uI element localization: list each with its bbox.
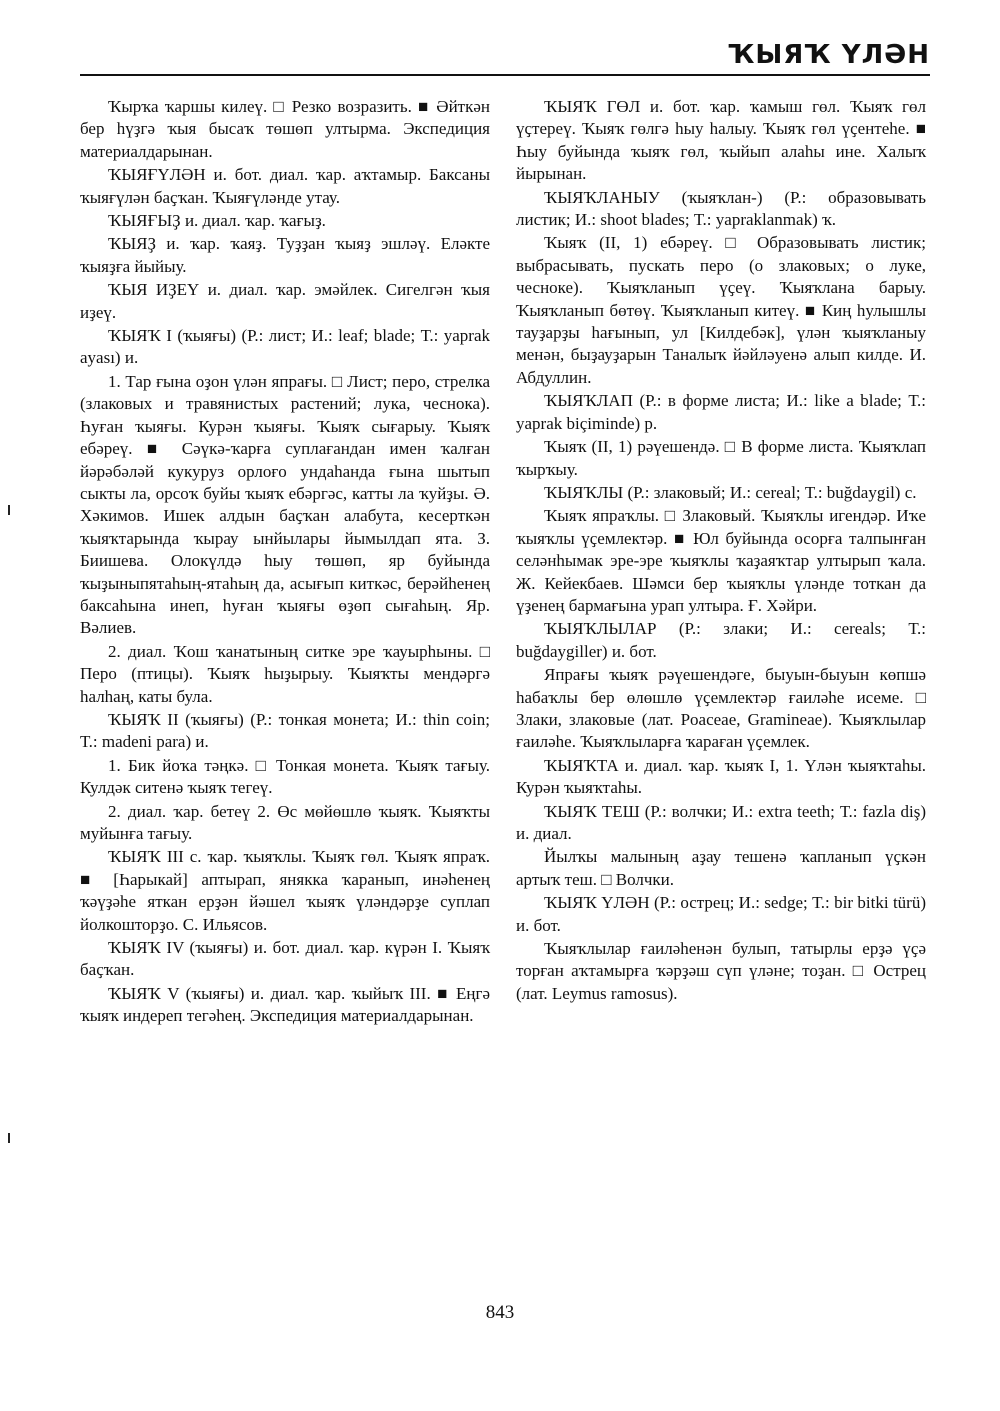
dictionary-entry: ҠЫЯҠ V (ҡыяғы) и. диал. ҡар. ҡыйыҡ III. ■ Еңгә ҡыяҡ индереп тегәһең. Экспедиция материалдарынан.: [80, 983, 490, 1026]
dictionary-entry: ҠЫЯҠ II (ҡыяғы) (Р.: тонкая монета; И.: thin coin; Т.: madeni para) и.: [80, 709, 490, 752]
dictionary-entry: ҠЫЯ ИҘЕҮ и. диал. ҡар. эмәйлек. Сигелгән ҡыя иҙеү.: [80, 280, 490, 322]
dictionary-entry: 1. Бик йоҡа тәңкә. □ Тонкая монета. Ҡыяҡ тағыу. Кулдәк ситенә ҡыяҡ тегеү.: [80, 755, 490, 798]
running-header: ҠЫЯҠ ҮЛӘН: [727, 40, 930, 70]
dictionary-entry: ҠЫЯҠ III с. ҡар. ҡыяҡлы. Ҡыяҡ гөл. Ҡыяҡ япраҡ. ■ [Һарыкай] аптырап, янякка ҡаранып, инәһенең ҡәүҙәһе яткан ерҙән йәшел ҡыяҡ үләндәрҙе суплап йолкошторҙо. С. Ильясов.: [80, 847, 490, 934]
dictionary-entry: ҠЫЯҠ IV (ҡыяғы) и. бот. диал. ҡар. күрән I. Ҡыяҡ баҫҡан.: [80, 938, 490, 980]
dictionary-entry: ҠЫЯҠЛАНЫУ (ҡыяҡлан-) (Р.: образовывать листик; И.: shoot blades; Т.: yapraklanmak) ҡ.: [516, 187, 926, 230]
dictionary-entry: 2. диал. Ҡош ҡанатының ситке эре ҡауырһыны. □ Перо (птицы). Ҡыяҡ һыҙырыу. Ҡыяҡты мендәргә һалһаң, каты була.: [80, 641, 490, 706]
dictionary-entry: Япрағы ҡыяҡ рәүешендәге, быуын-быуын көпшә һабаҡлы бер өлөшлө үҫемлектәр ғаиләһе исеме. □ Злаки, злаковые (лат. Poaceae, Gramineae). Ҡыяҡлылар ғаиләһе. Ҡыяҡлыларға ҡараған үҫемлек.: [516, 665, 926, 752]
page-number: 843: [485, 1302, 515, 1323]
dictionary-entry: ҠЫЯҠЛЫ (Р.: злаковый; И.: cereal; Т.: buğdaygil) с.: [544, 482, 917, 502]
dictionary-entry: 1. Тар ғына оҙон үлән япрағы. □ Лист; перо, стрелка (злаковых и травянистых растений; лука, чеснока). Һуған ҡыяғы. Курән ҡыяғы. Ҡыяҡ сығарыу. Ҡыяҡ ебәреү. ■ Сәүкә-ҡарға суплағандан имен ҡалған йәрәбәләй кукуруз орлоғо ундаһанда ғына шытып сыкты ла, орсоҡ буйы ҡыяҡ ебәргәс, катты ла ҡуйҙы. Ә. Хәкимов. Ишек алдын баҫҡан алабута, кесерткән ҡыяҡтарында ҡырау ынйылары йымылдап ята. З. Биишева. Олокүлдә һыу төшөп, яр буйында ҡыҙыныпятаһың-ятаһың да, асығып киткәс, берәйһенең баксаһына инеп, һуған ҡыяғы өҙөп сығаһың. Яр. Вәлиев.: [80, 371, 490, 638]
dictionary-entry: ҠЫЯҠ ҮЛӘН (Р.: острец; И.: sedge; Т.: bir bitki türü) и. бот.: [516, 893, 926, 935]
dictionary-entry: ҠЫЯҘ и. ҡар. ҡаяҙ. Туҙҙан ҡыяҙ эшләү. Еләкте ҡыяҙға йыйыу.: [80, 234, 490, 276]
dictionary-entry: ҠЫЯҒЫҘ и. диал. ҡар. ҡағыҙ.: [108, 211, 326, 231]
dictionary-entry: Йылҡы малының аҙау тешенә ҡапланып үҫкән артыҡ теш. □ Волчки.: [516, 847, 926, 889]
dictionary-entry: Ҡыяҡ (II, 1) ебәреү. □ Образовывать листик; выбрасывать, пускать перо (о злаковых; о луке, чесноке). Ҡыяҡланып үҫеү. Ҡыяҡлана барыу. Ҡыяҡланып бөтөү. Ҡыяҡланып китеү. ■ Киң һулышлы тауҙарҙы һағынып, ул [Килдебәк], үлән ҡыяҡланыу менән, быҙауҙарын Таналыҡ йәйләуенә алып килде. И. Абдуллин.: [516, 233, 926, 387]
dictionary-entry: ҠЫЯҠТА и. диал. ҡар. ҡыяҡ I, 1. Үлән ҡыяҡтаһы. Курән ҡыяҡтаһы.: [516, 755, 926, 798]
dictionary-entry: ҠЫЯҠ ГӨЛ и. бот. ҡар. ҡамыш гөл. Ҡыяҡ гөл үҫтереү. Ҡыяҡ гөлгә һыу һалыу. Ҡыяҡ гөл үҫентеһе. ■ Һыу буйында ҡыяҡ гөл, ҡыйып алаһы инe. Халыҡ йырынан.: [516, 97, 926, 184]
margin-mark: [8, 1133, 10, 1143]
left-column: [80, 96, 490, 1029]
dictionary-entry: Ҡырҡа ҡаршы килеү. □ Резко возразить. ■ Әйткән бер һүҙгә ҡыя бысаҡ төшөп ултырма. Экспедиция материалдарынан.: [80, 97, 490, 161]
dictionary-entry: ҠЫЯҠ I (ҡыяғы) (Р.: лист; И.: leaf; blade; Т.: yaprak ayası) и.: [80, 326, 490, 368]
header-rule: [80, 74, 930, 76]
dictionary-entry: ҠЫЯҠЛЫЛАР (Р.: злаки; И.: cereals; Т.: buğdaygiller) и. бот.: [516, 619, 926, 661]
dictionary-entry: Ҡыяҡ (II, 1) рәүешендә. □ В форме листа. Ҡыяҡлап ҡырҡыу.: [516, 437, 926, 479]
dictionary-entry: Ҡыяҡ япраҡлы. □ Злаковый. Ҡыяҡлы игендәр. Иҡе ҡыяҡлы үҫемлектәр. ■ Юл буйында осорға талпынған селәнһымак эре-эре ҡыяҡлы ҡаҙаяҡтар ултырып ҡала. Ж. Кейекбаев. Шәмси бер ҡыяҡлы үләнде тоткан да үҙенең бармағына урап ултыра. Ғ. Хәйри.: [516, 506, 926, 615]
dictionary-entry: 2. диал. ҡар. бетеү 2. Өс мөйөшлө ҡыяҡ. Ҡыяҡты муйынға тағыу.: [80, 801, 490, 843]
dictionary-entry: ҠЫЯҠЛАП (Р.: в форме листа; И.: like a blade; Т.: yaprak biçiminde) р.: [516, 391, 926, 433]
dictionary-entry: ҠЫЯҒҮЛӘН и. бот. диал. ҡар. аҡтамыр. Баксаны ҡыяғүлән баҫҡан. Ҡыяғүләнде утау.: [80, 165, 490, 207]
right-column: [516, 96, 926, 1006]
dictionary-entry: Ҡыяҡлылар ғаиләһенән булып, татырлы ерҙә үҫә торған аҡтамырға ҡәрҙәш сүп үләне; тоҙан. □ Острец (лат. Leymus ramosus).: [516, 939, 926, 1003]
dictionary-entry: ҠЫЯҠ ТЕШ (Р.: волчки; И.: extra teeth; Т.: fazla diş) и. диал.: [516, 801, 926, 843]
margin-mark: [8, 505, 10, 515]
